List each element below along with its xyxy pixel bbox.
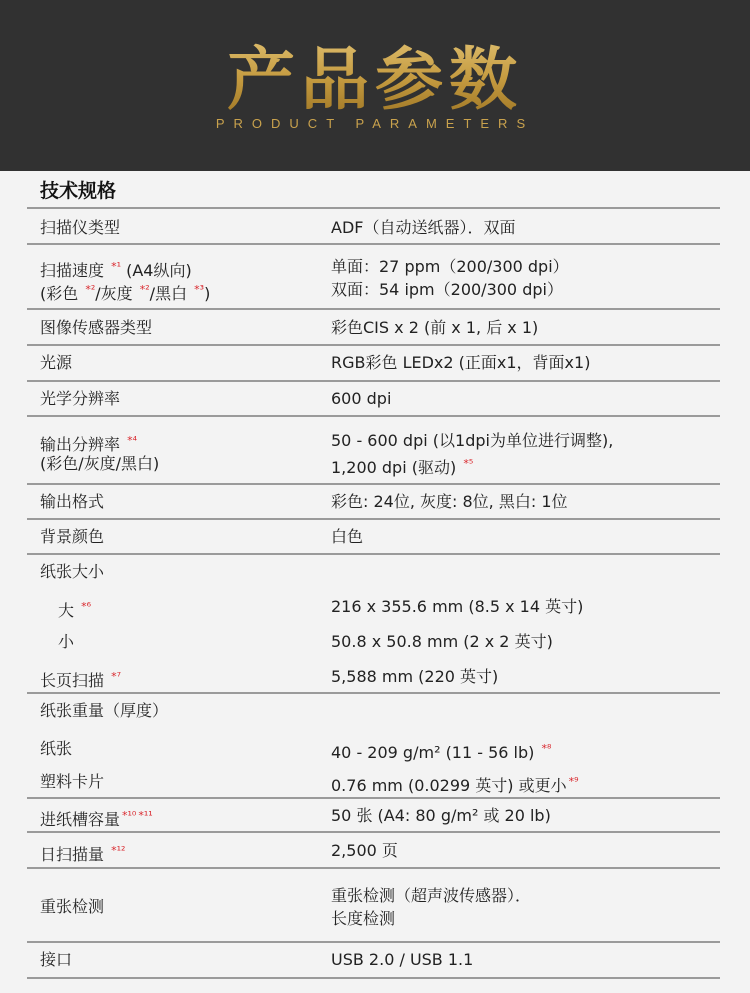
spec-value-line: 50 - 600 dpi (以1dpi为单位进行调整),: [331, 431, 614, 450]
spec-label: [40, 216, 120, 239]
spec-label-line: 纸张大小: [40, 562, 105, 581]
spec-row: [27, 727, 720, 762]
spec-value-line: 0.76 mm (0.0299 英寸) 或更小 $^{*^9}$: [331, 775, 579, 795]
page-subtitle: PRODUCT PARAMETERS: [215, 116, 535, 131]
spec-label-line: 长页扫描 $^{*^7}$: [40, 670, 122, 690]
footnote-marker: *⁴: [127, 434, 138, 447]
spec-label-line: 大 $^{*^6}$: [58, 600, 92, 620]
spec-label: [40, 804, 153, 827]
spec-value-line: 216 x 355.6 mm (8.5 x 14 英寸): [331, 597, 584, 616]
spec-value: [331, 490, 568, 513]
spec-row: [27, 308, 720, 344]
spec-row: [27, 831, 720, 867]
spec-value: [331, 737, 551, 760]
spec-value-line: 单面：27 ppm（200/300 dpi）: [331, 257, 569, 276]
spec-label: [40, 665, 121, 688]
footnote-marker: *⁹: [568, 775, 579, 788]
footnote-marker: *¹¹: [138, 809, 153, 822]
spec-label: [58, 630, 74, 653]
spec-row: [27, 658, 720, 692]
spec-row: [27, 867, 720, 941]
spec-value: [331, 839, 398, 862]
footnote-marker: *³: [194, 283, 205, 296]
spec-value: [331, 351, 590, 374]
table-bottom-divider: [27, 977, 720, 979]
spec-row: [27, 243, 720, 308]
spec-value: [331, 216, 515, 239]
spec-value-line: 1,200 dpi (驱动) $^{*^5}$: [331, 457, 474, 477]
spec-label-line: 纸张: [40, 739, 73, 758]
footnote-marker: *²: [85, 283, 96, 296]
spec-label: [40, 770, 104, 793]
spec-label-line: 背景颜色: [40, 527, 105, 546]
spec-value-line: 白色: [331, 527, 364, 546]
spec-label-line: 扫描仪类型: [40, 218, 121, 237]
spec-value: [331, 630, 553, 653]
spec-value: [331, 429, 613, 475]
spec-label-line: 接口: [40, 950, 73, 969]
spec-label: [58, 595, 91, 618]
footnote-marker: *⁷: [111, 670, 122, 683]
spec-row: [27, 692, 720, 727]
spec-value-line: 600 dpi: [331, 389, 392, 408]
spec-value: [331, 665, 498, 688]
spec-label-line: 输出分辨率 $^{*^4}$: [40, 434, 138, 454]
spec-row: [27, 380, 720, 415]
spec-value-line: 彩色CIS x 2 (前 x 1, 后 x 1): [331, 318, 539, 337]
footnote-marker: *⁵: [463, 457, 474, 470]
footnote-marker: *⁶: [81, 600, 92, 613]
spec-value: [331, 387, 391, 410]
spec-label-line: 光源: [40, 353, 73, 372]
spec-row: [27, 623, 720, 658]
spec-label: [40, 699, 168, 722]
page-title: 产品参数: [0, 26, 750, 123]
spec-label: [40, 316, 152, 339]
spec-row: [27, 207, 720, 243]
page-header: [0, 0, 750, 171]
footnote-marker: *¹²: [111, 844, 126, 857]
spec-value: [331, 770, 579, 793]
spec-value-line: 长度检测: [331, 909, 396, 928]
spec-row: [27, 553, 720, 588]
spec-value: [331, 884, 531, 930]
spec-value-line: RGB彩色 LEDx2 (正面x1，背面x1): [331, 353, 591, 372]
spec-value-line: ADF（自动送纸器）．双面: [331, 218, 516, 237]
spec-row: [27, 762, 720, 797]
spec-value-line: USB 2.0 / USB 1.1: [331, 950, 474, 969]
spec-rows: [27, 207, 720, 979]
footnote-marker: *²: [139, 283, 150, 296]
spec-value: [331, 255, 569, 301]
spec-label: [40, 351, 72, 374]
spec-value: [331, 804, 551, 827]
spec-row: [27, 483, 720, 518]
spec-value: [331, 316, 538, 339]
spec-value-line: 双面：54 ipm（200/300 dpi）: [331, 280, 563, 299]
spec-row: [27, 941, 720, 977]
spec-label-line: 光学分辨率: [40, 389, 121, 408]
spec-label: [40, 525, 104, 548]
spec-table: [27, 171, 720, 979]
spec-label: [40, 560, 104, 583]
spec-value-line: 2,500 页: [331, 841, 398, 860]
spec-label: [40, 895, 104, 918]
spec-value-line: 50 张 (A4: 80 g/m² 或 20 lb): [331, 806, 551, 825]
spec-label-line: (彩色 $^{*^2}$/灰度 $^{*^2}$/黑白 $^{*^3}$): [40, 283, 211, 303]
spec-row: [27, 344, 720, 380]
spec-label: [40, 387, 120, 410]
spec-value-line: 重张检测（超声波传感器）．: [331, 886, 532, 905]
spec-value: [331, 525, 363, 548]
footnote-marker: *¹⁰: [122, 809, 137, 822]
section-title: 技术规格: [40, 180, 117, 202]
footnote-marker: *¹: [111, 260, 122, 273]
spec-value-line: 5,588 mm (220 英寸): [331, 667, 499, 686]
spec-label-line: 日扫描量 $^{*^{12}}$: [40, 844, 126, 864]
spec-value-line: 50.8 x 50.8 mm (2 x 2 英寸): [331, 632, 553, 651]
spec-label: [40, 839, 125, 862]
spec-label-line: 重张检测: [40, 897, 105, 916]
spec-label-line: 小: [58, 632, 75, 651]
footnote-marker: *⁸: [541, 742, 552, 755]
spec-label: [40, 948, 72, 971]
spec-value: [331, 595, 583, 618]
spec-label: [40, 737, 72, 760]
spec-label-line: 图像传感器类型: [40, 318, 153, 337]
spec-row: [27, 518, 720, 553]
spec-row: [27, 415, 720, 483]
spec-value-line: 40 - 209 g/m² (11 - 56 lb) $^{*^8}$: [331, 742, 552, 762]
spec-label-line: 纸张重量（厚度）: [40, 701, 169, 720]
spec-label-line: 进纸槽容量 $^{*^{10}}$ $^{*^{11}}$: [40, 809, 153, 829]
spec-row: [27, 797, 720, 831]
spec-label-line: 塑料卡片: [40, 772, 105, 791]
spec-label: [40, 429, 159, 475]
spec-label-line: 输出格式: [40, 492, 105, 511]
spec-row: [27, 588, 720, 623]
spec-label: [40, 255, 210, 301]
spec-value-line: 彩色: 24位, 灰度: 8位, 黑白: 1位: [331, 492, 568, 511]
spec-value: [331, 948, 473, 971]
spec-label-line: (彩色/灰度/黑白): [40, 454, 160, 473]
spec-label-line: 扫描速度 $^{*^1}$ (A4纵向): [40, 260, 192, 280]
spec-label: [40, 490, 104, 513]
